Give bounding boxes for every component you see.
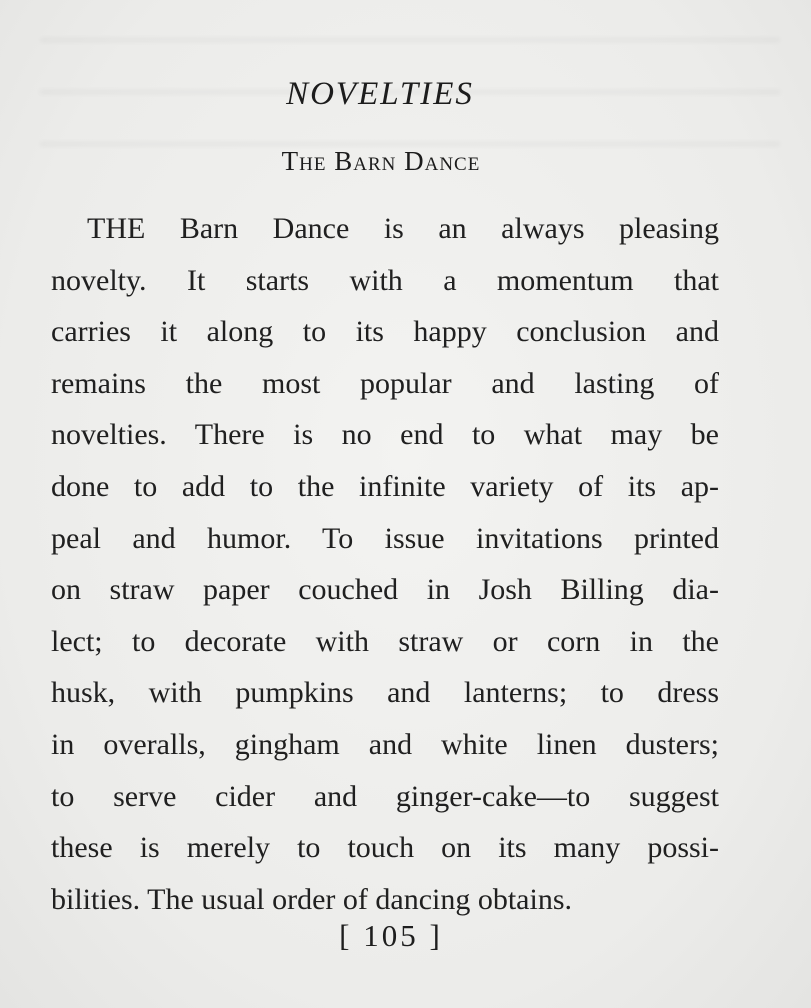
text-line: peal and humor. To issue invitations printed — [51, 521, 719, 555]
section-title: NOVELTIES — [286, 76, 474, 112]
chapter-subtitle: The Barn Dance — [281, 146, 481, 176]
text-line: done to add to the infinite variety of its ap- — [51, 469, 719, 503]
text-line: to serve cider and ginger-cake—to suggest — [51, 779, 719, 813]
page-number: [ 105 ] — [339, 918, 443, 953]
text-line: carries it along to its happy conclusion and — [51, 315, 719, 349]
text-line: husk, with pumpkins and lanterns; to dress — [51, 676, 719, 710]
text-line: novelties. There is no end to what may be — [51, 418, 719, 452]
text-line: remains the most popular and lasting of — [51, 366, 719, 400]
body-paragraph — [51, 203, 719, 925]
text-line — [51, 203, 719, 255]
text-line-content: Barn Dance is an always pleasing — [145, 212, 719, 245]
text-line: these is merely to touch on its many possi- — [51, 831, 719, 865]
lead-word: THE — [87, 212, 146, 245]
text-line: novelty. It starts with a momentum that — [51, 263, 719, 297]
text-line: in overalls, gingham and white linen dusters; — [51, 727, 719, 761]
text-line: on straw paper couched in Josh Billing dia- — [51, 573, 719, 607]
text-line: bilities. The usual order of dancing obtains. — [51, 882, 573, 916]
text-line: lect; to decorate with straw or corn in the — [51, 624, 719, 658]
